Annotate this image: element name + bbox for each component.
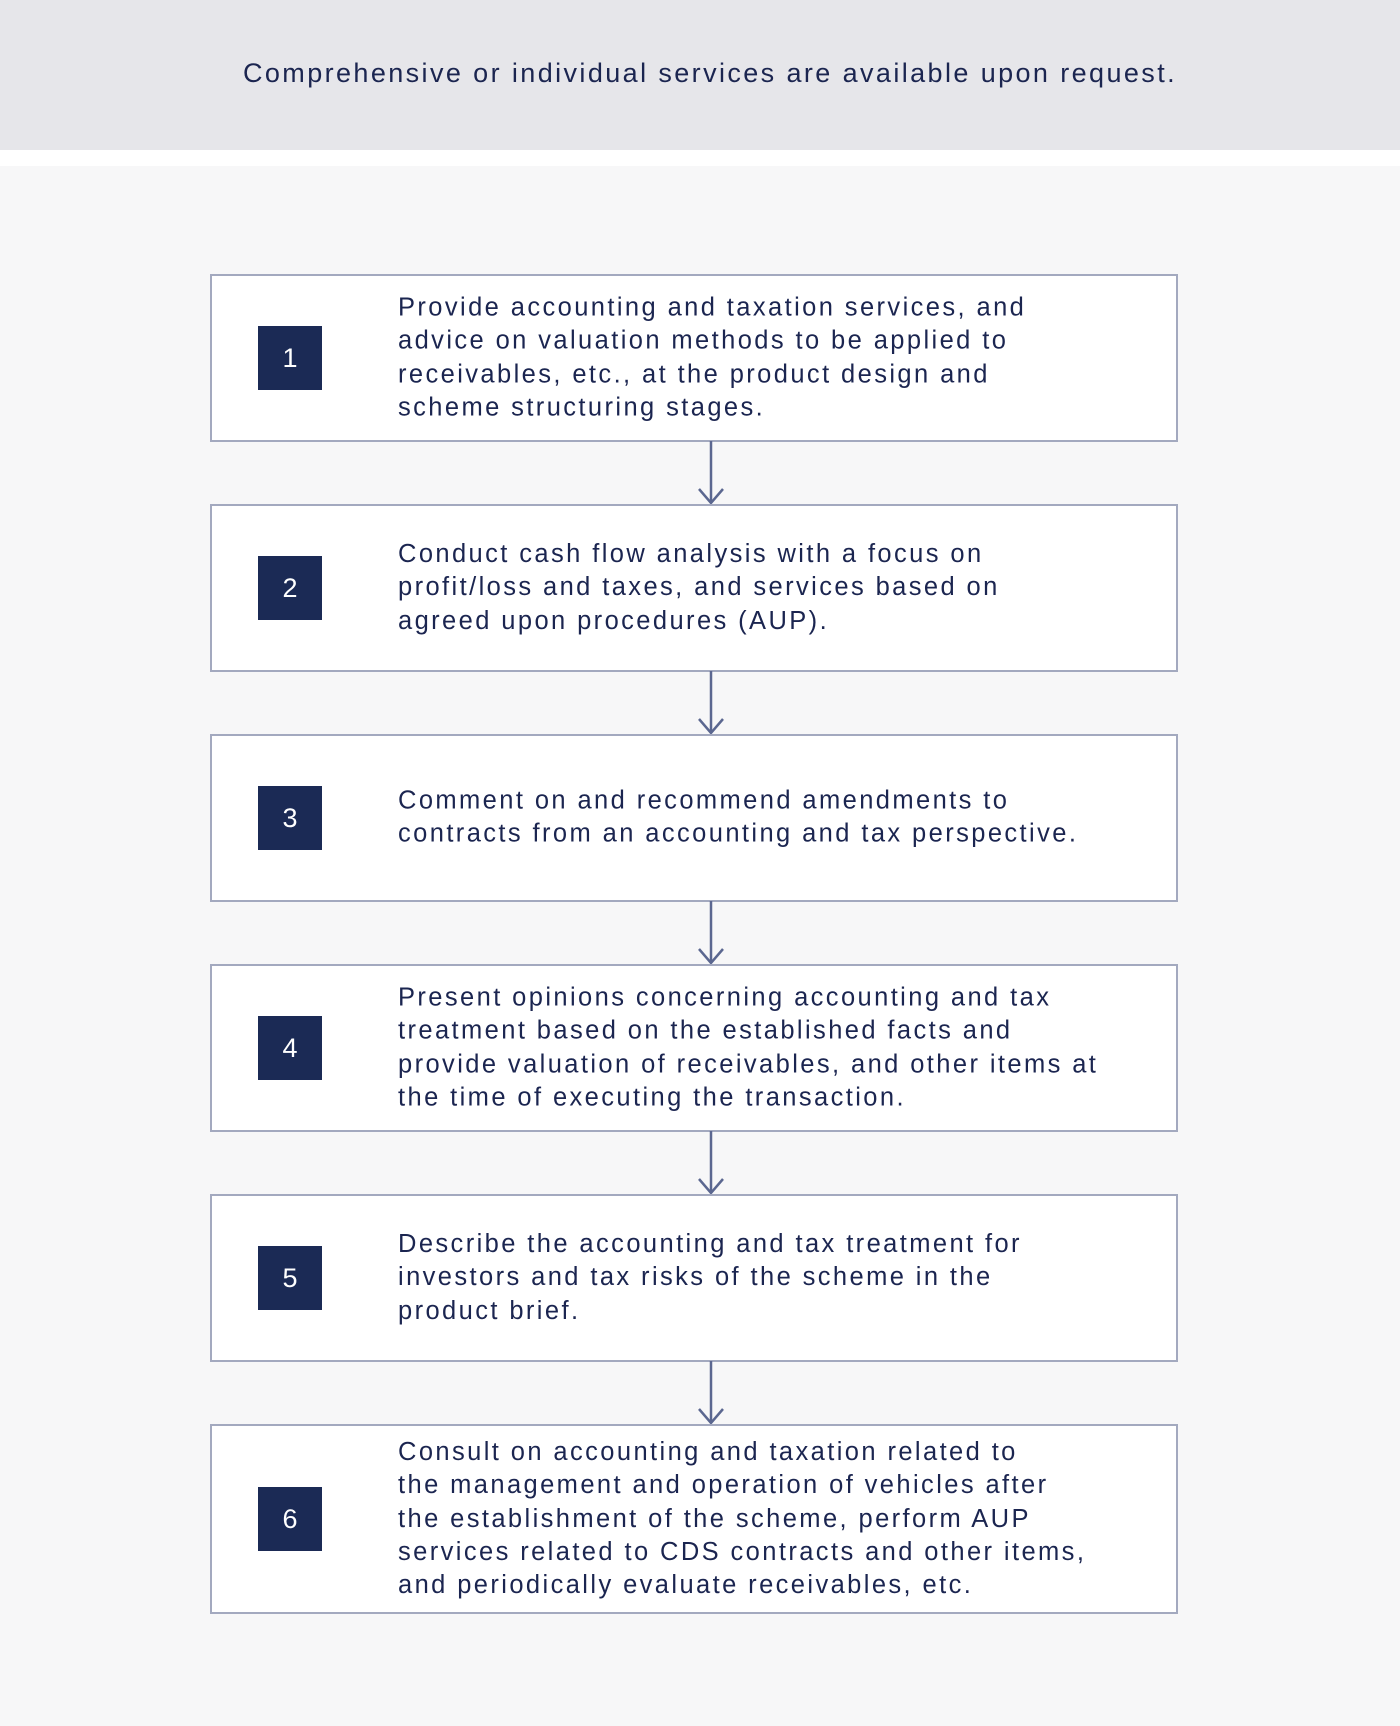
step-box-4 [210, 964, 1178, 1132]
step-text-line: the time of executing the transaction. [398, 1083, 906, 1112]
step-description [398, 1436, 1146, 1602]
down-arrow-icon [693, 671, 729, 735]
step-box-2 [210, 504, 1178, 672]
step-number-badge: 2 [258, 556, 322, 620]
step-description [398, 538, 1146, 638]
step-text-line: receivables, etc., at the product design and [398, 360, 990, 388]
step-text-line: agreed upon procedures (AUP). [398, 606, 830, 635]
step-text-line: the management and operation of vehicles after [398, 1471, 1049, 1500]
header-text: Comprehensive or individual services are available upon request. [242, 58, 1178, 88]
step-number-badge: 3 [258, 786, 322, 850]
header-band [0, 0, 1400, 150]
step-text-line: treatment based on the established facts and [398, 1016, 1013, 1045]
step-text-line: product brief. [398, 1296, 581, 1325]
step-text-line: Comment on and recommend amendments to [398, 786, 1010, 815]
step-description [398, 785, 1146, 852]
down-arrow-icon [693, 901, 729, 965]
step-text-line: scheme structuring stages. [398, 393, 766, 422]
step-text-line: Describe the accounting and tax treatment for [398, 1230, 1022, 1259]
step-text-line: the establishment of the scheme, perform AUP [398, 1504, 1031, 1533]
step-text-line: Present opinions concerning accounting and tax [398, 983, 1052, 1012]
step-text-line: Provide accounting and taxation services, and [398, 293, 1027, 322]
down-arrow-icon [693, 441, 729, 505]
down-arrow-icon [693, 1131, 729, 1195]
step-box-6 [210, 1424, 1178, 1614]
step-text-line: Conduct cash flow analysis with a focus on [398, 540, 984, 569]
step-text-line: advice on valuation methods to be applied to [398, 326, 1009, 355]
down-arrow-icon [693, 1361, 729, 1425]
step-box-1 [210, 274, 1178, 442]
step-number-badge: 1 [258, 326, 322, 390]
step-description [398, 981, 1146, 1114]
step-text-line: Consult on accounting and taxation related to [398, 1437, 1018, 1466]
step-text-line: services related to CDS contracts and other items, [398, 1537, 1087, 1566]
step-text-line: provide valuation of receivables, and other items at [398, 1050, 1099, 1078]
step-box-3 [210, 734, 1178, 902]
step-text-line: profit/loss and taxes, and services based on [398, 573, 1000, 602]
step-text-line: investors and tax risks of the scheme in the [398, 1263, 993, 1292]
step-number-badge: 4 [258, 1016, 322, 1080]
step-text-line: and periodically evaluate receivables, etc. [398, 1570, 974, 1599]
step-box-5 [210, 1194, 1178, 1362]
step-description [398, 1228, 1146, 1328]
step-description [398, 291, 1146, 424]
step-text-line: contracts from an accounting and tax perspective. [398, 820, 1079, 848]
step-number-badge: 5 [258, 1246, 322, 1310]
step-number-badge: 6 [258, 1487, 322, 1551]
